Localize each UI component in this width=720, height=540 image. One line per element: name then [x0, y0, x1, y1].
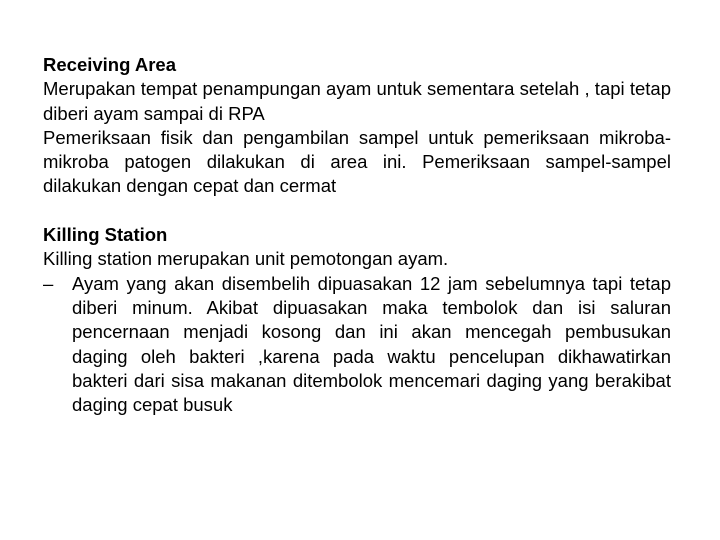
- receiving-area-heading: Receiving Area: [43, 54, 176, 75]
- killing-intro: Killing station merupakan unit pemotongan ayam.: [43, 248, 449, 270]
- killing-station-heading: Killing Station: [43, 224, 168, 246]
- receiving-paragraph-2: Pemeriksaan fisik dan pengambilan sampel untuk pemeriksaan mikroba-mikroba patogen dilakukan di area ini. Pemeriksaan sampel-sampel dilakukan dengan cepat dan cermat: [43, 126, 671, 197]
- section-spacer: [43, 199, 671, 223]
- slide-content: [43, 53, 671, 417]
- killing-bullet-text: Ayam yang akan disembelih dipuasakan 12 jam sebelumnya tapi tetap diberi minum. Akibat dipuasakan maka tembolok dan isi saluran pencernaan menjadi kosong dan ini akan mencegah pembusukan daging oleh bakteri ,karena pada waktu pencelupan dikhawatirkan bakteri dari sisa makanan ditembolok mencemari daging yang berakibat daging cepat busuk: [72, 272, 671, 416]
- receiving-paragraph-1: Merupakan tempat penampungan ayam untuk sementara setelah , tapi tetap diberi ayam sampai di RPA: [43, 78, 671, 124]
- killing-bullet-item: [43, 272, 671, 418]
- dash-bullet-marker: –: [43, 272, 54, 294]
